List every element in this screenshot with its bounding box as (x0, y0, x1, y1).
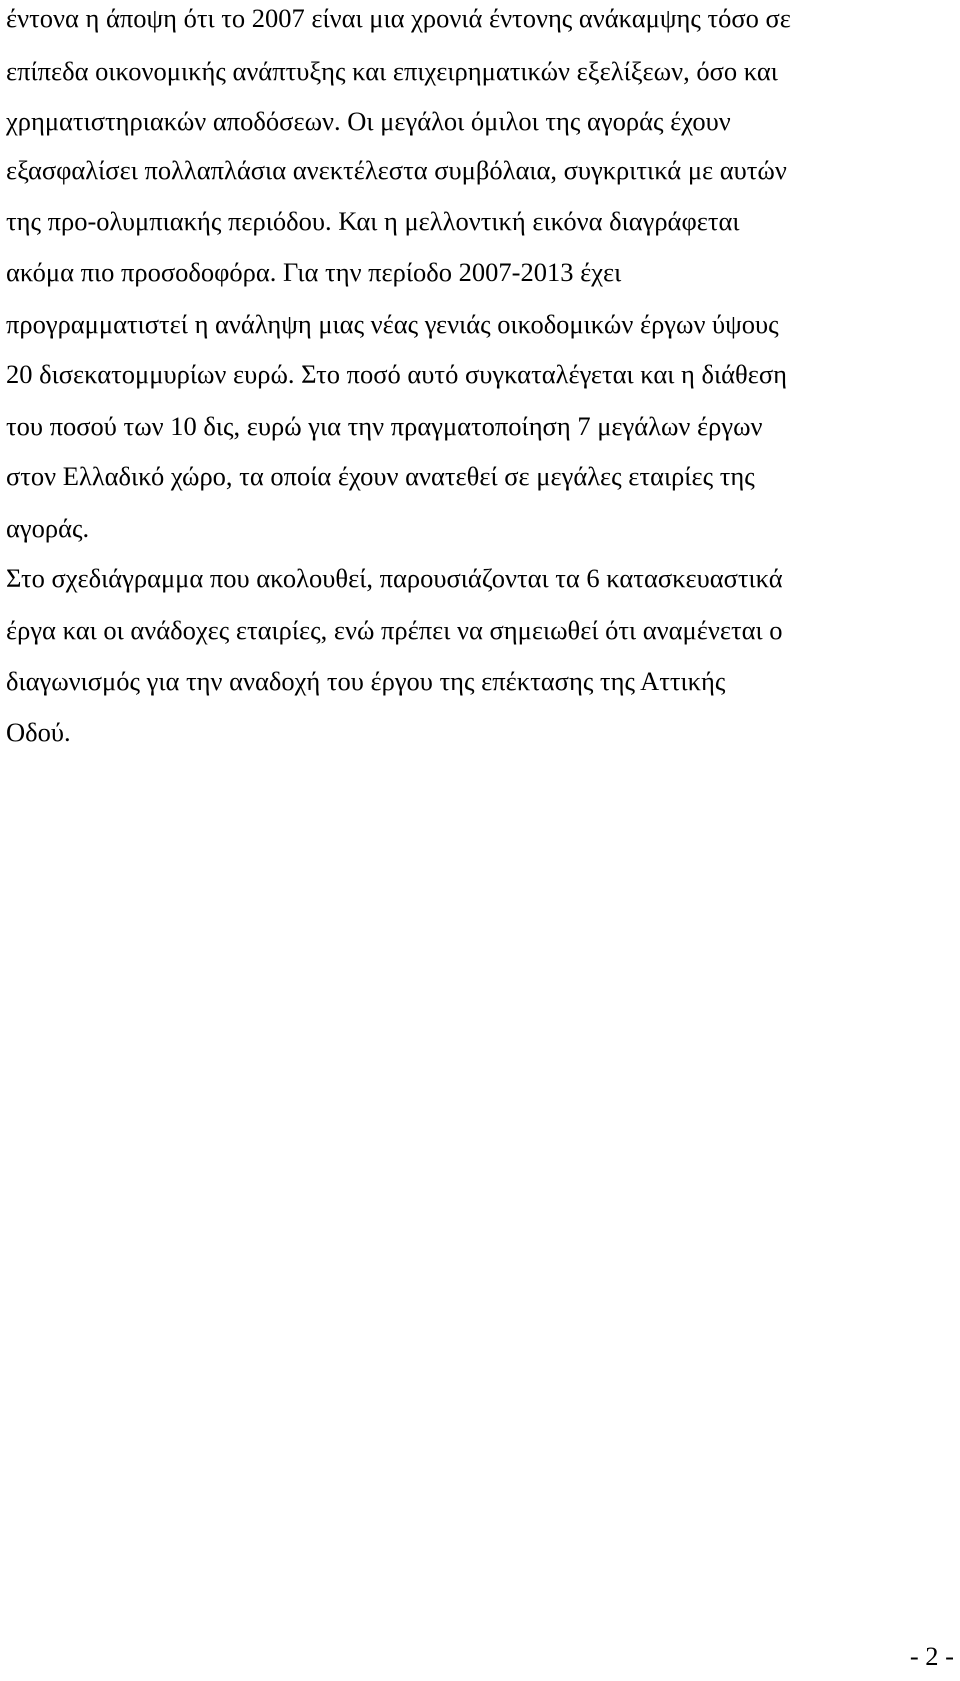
text-line: έργα και οι ανάδοχες εταιρίες, ενώ πρέπει να σημειωθεί ότι αναμένεται ο (6, 615, 783, 645)
text-line: επίπεδα οικονομικής ανάπτυξης και επιχειρηματικών εξελίξεων, όσο και (6, 56, 778, 86)
text-line: εξασφαλίσει πολλαπλάσια ανεκτέλεστα συμβόλαια, συγκριτικά με αυτών (6, 155, 787, 185)
page-number: - 2 - (909, 1641, 954, 1671)
text-line: 20 δισεκατομμυρίων ευρώ. Στο ποσό αυτό συγκαταλέγεται και η διάθεση (6, 359, 787, 389)
text-line: ακόμα πιο προσοδοφόρα. Για την περίοδο 2007-2013 έχει (6, 257, 622, 287)
text-line: Οδού. (6, 717, 71, 747)
text-line: έντονα η άποψη ότι το 2007 είναι μια χρονιά έντονης ανάκαμψης τόσο σε (6, 3, 791, 33)
text-line: προγραμματιστεί η ανάληψη μιας νέας γενιάς οικοδομικών έργων ύψους (6, 309, 779, 339)
text-line: χρηματιστηριακών αποδόσεων. Οι μεγάλοι όμιλοι της αγοράς έχουν (6, 106, 731, 136)
text-line: αγοράς. (6, 513, 90, 543)
text-line: στον Ελλαδικό χώρο, τα οποία έχουν ανατεθεί σε μεγάλες εταιρίες της (6, 461, 755, 491)
text-line: Στο σχεδιάγραμμα που ακολουθεί, παρουσιάζονται τα 6 κατασκευαστικά (6, 563, 783, 593)
text-line: διαγωνισμός για την αναδοχή του έργου της επέκτασης της Αττικής (6, 666, 726, 696)
text-line: του ποσού των 10 δις, ευρώ για την πραγματοποίηση 7 μεγάλων έργων (6, 411, 763, 441)
text-line: της προ-ολυμπιακής περιόδου. Και η μελλοντική εικόνα διαγράφεται (6, 206, 740, 236)
